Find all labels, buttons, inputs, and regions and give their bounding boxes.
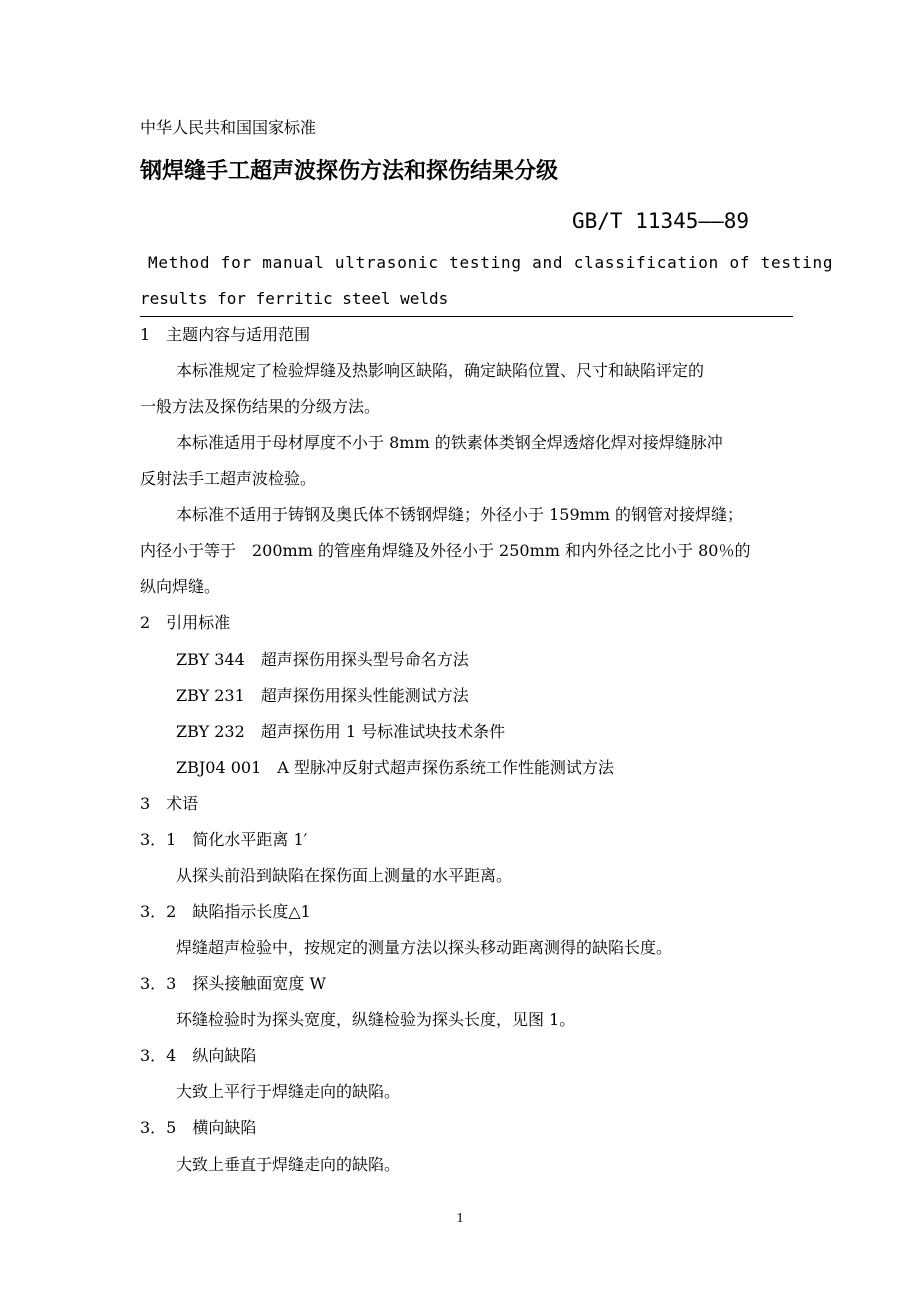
term-definition: 大致上平行于焊缝走向的缺陷。	[176, 1082, 401, 1101]
term-heading: 3．4 纵向缺陷	[140, 1046, 257, 1065]
paragraph-3-line-3: 纵向焊缝。	[140, 577, 221, 596]
english-title-line-1: Method for manual ultrasonic testing and classification of testing	[148, 253, 834, 272]
paragraph-2-line-1: 本标准适用于母材厚度不小于 8mm 的铁素体类钢全焊透熔化焊对接焊缝脉冲	[176, 433, 723, 452]
reference-item: ZBY 344 超声探伤用探头型号命名方法	[176, 650, 469, 669]
paragraph-3-line-2: 内径小于等于 200mm 的管座角焊缝及外径小于 250mm 和内外径之比小于 80％的	[140, 541, 751, 560]
term-definition: 焊缝超声检验中，按规定的测量方法以探头移动距离测得的缺陷长度。	[176, 938, 673, 957]
term-heading: 3．5 横向缺陷	[140, 1118, 257, 1137]
english-title-line-2: results for ferritic steel welds	[140, 289, 449, 308]
term-definition: 大致上垂直于焊缝走向的缺陷。	[176, 1155, 401, 1174]
header-divider	[140, 316, 793, 317]
term-heading: 3．2 缺陷指示长度△1	[140, 902, 311, 921]
paragraph-3-line-1: 本标准不适用于铸钢及奥氏体不锈钢焊缝；外径小于 159mm 的钢管对接焊缝；	[176, 505, 744, 524]
reference-item: ZBY 231 超声探伤用探头性能测试方法	[176, 686, 469, 705]
paragraph-1-line-1: 本标准规定了检验焊缝及热影响区缺陷，确定缺陷位置、尺寸和缺陷评定的	[176, 361, 705, 380]
section-1-heading: 1 主题内容与适用范围	[140, 325, 311, 344]
standard-org: 中华人民共和国国家标准	[140, 118, 317, 137]
term-definition: 环缝检验时为探头宽度，纵缝检验为探头长度，见图 1。	[176, 1010, 576, 1029]
paragraph-1-line-2: 一般方法及探伤结果的分级方法。	[140, 397, 381, 416]
standard-code: GB/T 11345——89	[572, 209, 750, 233]
reference-item: ZBY 232 超声探伤用 1 号标准试块技术条件	[176, 722, 506, 741]
section-2-heading: 2 引用标准	[140, 613, 231, 632]
paragraph-2-line-2: 反射法手工超声波检验。	[140, 469, 317, 488]
document-title: 钢焊缝手工超声波探伤方法和探伤结果分级	[140, 159, 559, 184]
page-number: 1	[456, 1211, 464, 1226]
term-heading: 3．1 简化水平距离 1′	[140, 830, 308, 849]
section-3-heading: 3 术语	[140, 794, 199, 813]
term-heading: 3．3 探头接触面宽度 W	[140, 974, 326, 993]
term-definition: 从探头前沿到缺陷在探伤面上测量的水平距离。	[176, 866, 513, 885]
reference-item: ZBJ04 001 A 型脉冲反射式超声探伤系统工作性能测试方法	[176, 758, 614, 777]
